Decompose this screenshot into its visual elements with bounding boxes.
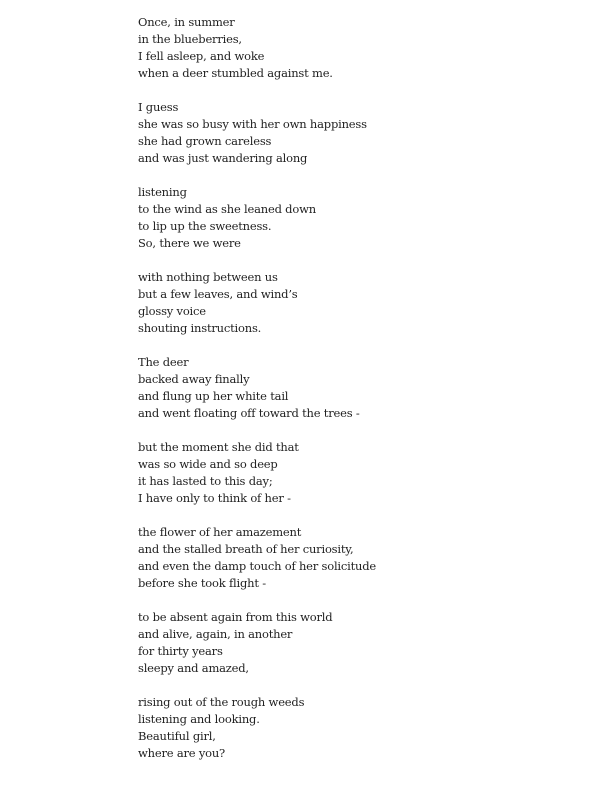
- poem-line: I fell asleep, and woke: [138, 49, 265, 63]
- poem-line: shouting instructions.: [138, 321, 262, 335]
- poem-line: but the moment she did that: [138, 440, 299, 454]
- stanza: [138, 609, 578, 677]
- poem-line: before she took flight -: [138, 576, 266, 590]
- poem-line: listening: [138, 185, 187, 199]
- stanza: [138, 14, 578, 82]
- poem-line: and went floating off toward the trees -: [138, 406, 360, 420]
- poem-line: listening and looking.: [138, 712, 260, 726]
- poem-line: and the stalled breath of her curiosity,: [138, 542, 354, 556]
- poem-line: sleepy and amazed,: [138, 661, 249, 675]
- stanza: [138, 694, 578, 762]
- stanza: [138, 184, 578, 252]
- poem-line: the flower of her amazement: [138, 525, 302, 539]
- poem-line: in the blueberries,: [138, 32, 242, 46]
- poem-line: I guess: [138, 100, 179, 114]
- poem-line: it has lasted to this day;: [138, 474, 273, 488]
- poem-line: to be absent again from this world: [138, 610, 333, 624]
- poem-line: So, there we were: [138, 236, 241, 250]
- poem-line: backed away finally: [138, 372, 250, 386]
- poem-line: and even the damp touch of her solicitude: [138, 559, 377, 573]
- poem-line: and alive, again, in another: [138, 627, 293, 641]
- poem-line: and was just wandering along: [138, 151, 308, 165]
- poem-line: rising out of the rough weeds: [138, 695, 305, 709]
- poem-line: for thirty years: [138, 644, 223, 658]
- stanza: [138, 269, 578, 337]
- stanza: [138, 524, 578, 592]
- poem-line: she was so busy with her own happiness: [138, 117, 367, 131]
- poem-line: when a deer stumbled against me.: [138, 66, 333, 80]
- poem-line: was so wide and so deep: [138, 457, 278, 471]
- poem-line: but a few leaves, and wind’s: [138, 287, 298, 301]
- poem-line: to lip up the sweetness.: [138, 219, 272, 233]
- poem-line: she had grown careless: [138, 134, 272, 148]
- poem-line: with nothing between us: [138, 270, 278, 284]
- poem-line: to the wind as she leaned down: [138, 202, 316, 216]
- poem-line: glossy voice: [138, 304, 206, 318]
- stanza: [138, 99, 578, 167]
- poem-line: The deer: [138, 355, 189, 369]
- stanza: [138, 439, 578, 507]
- stanza: [138, 354, 578, 422]
- poem-line: Beautiful girl,: [138, 729, 216, 743]
- poem-line: Once, in summer: [138, 15, 235, 29]
- poem-line: and flung up her white tail: [138, 389, 289, 403]
- poem-text: [138, 14, 578, 762]
- poem-line: where are you?: [138, 746, 226, 760]
- poem-line: I have only to think of her -: [138, 491, 291, 505]
